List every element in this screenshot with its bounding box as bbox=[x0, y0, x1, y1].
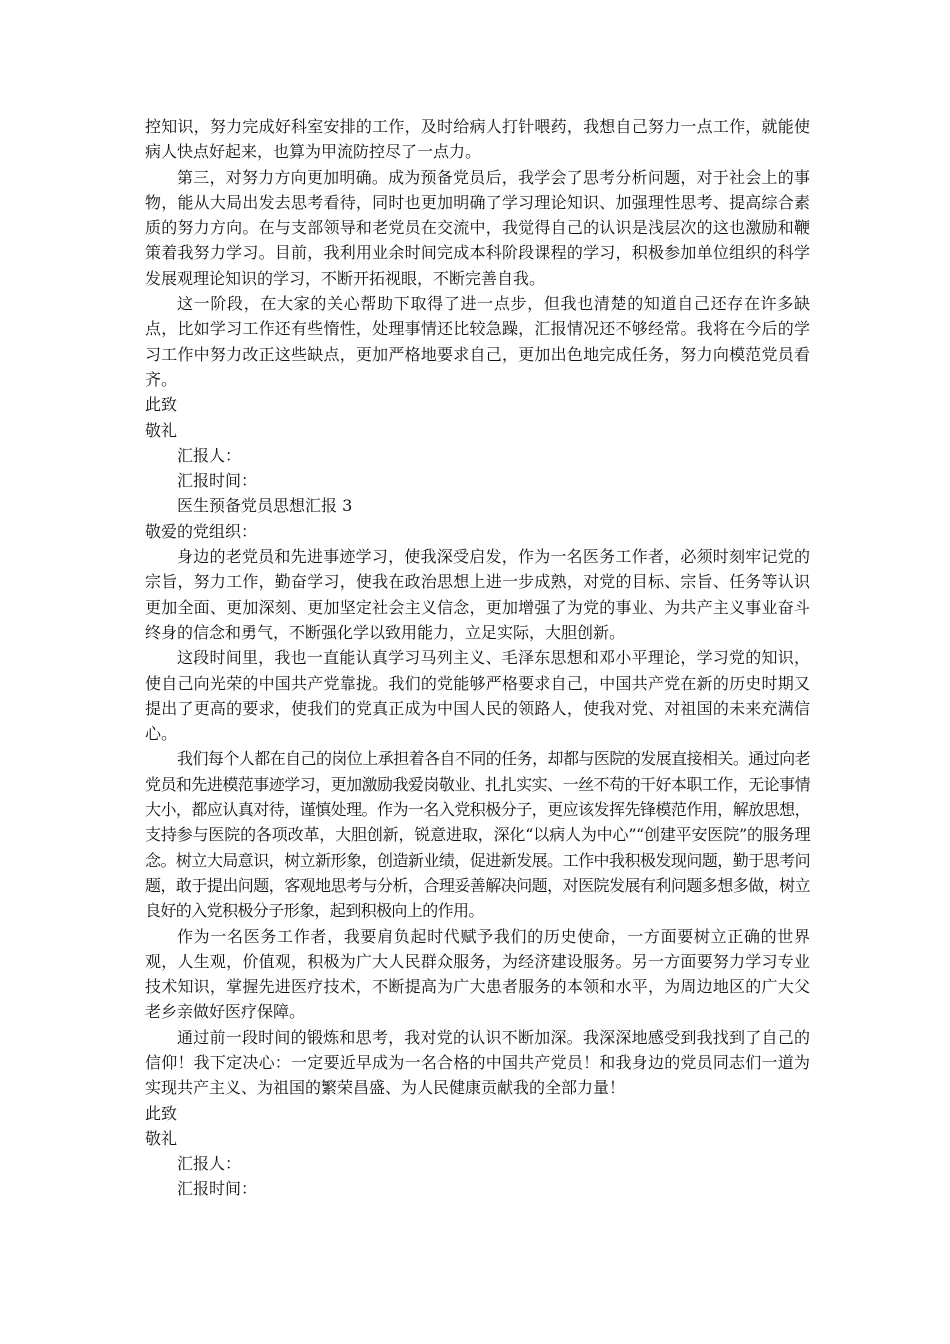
document-page bbox=[145, 114, 810, 1202]
paragraph-shortcomings: 这一阶段，在大家的关心帮助下取得了进一点步，但我也清楚的知道自己还存在许多缺点，比如学习工作还有些惰性，处理事情还比较急躁，汇报情况还不够经常。我将在今后的学习工作中努力改正这些缺点，更加严格地要求自己，更加出色地完成任务，努力向模范党员看齐。 bbox=[145, 294, 810, 389]
section-title: 医生预备党员思想汇报 3 bbox=[177, 496, 353, 516]
closing-jingli: 敬礼 bbox=[145, 420, 178, 440]
reporter-label: 汇报人： bbox=[177, 445, 242, 465]
paragraph-hospital-duties: 我们每个人都在自己的岗位上承担着各自不同的任务，却都与医院的发展直接相关。通过向老党员和先进模范事迹学习，更加激励我爱岗敬业、扎扎实实、一丝不苟的干好本职工作，无论事情大小，都应认真对待，谨慎处理。作为一名入党积极分子，更应该发挥先锋模范作用，解放思想，支持参与医院的各项改革，大胆创新，锐意进取，深化“以病人为中心”“创建平安医院”的服务理念。树立大局意识，树立新形象，创造新业绩，促进新发展。工作中我积极发现问题，勤于思考问题，敢于提出问题，客观地思考与分析，合理妥善解决问题，对医院发展有利问题多想多做，树立良好的入党积极分子形象，起到积极向上的作用。 bbox=[145, 749, 810, 921]
paragraph-mission: 作为一名医务工作者，我要肩负起时代赋予我们的历史使命，一方面要树立正确的世界观，人生观，价值观，积极为广大人民群众服务，为经济建设服务。另一方面要努力学习专业技术知识，掌握先进医疗技术，不断提高为广大患者服务的本领和水平，为周边地区的广大父老乡亲做好医疗保障。 bbox=[145, 926, 810, 1022]
paragraph-continuation: 控知识，努力完成好科室安排的工作，及时给病人打针喂药，我想自己努力一点工作，就能使病人快点好起来，也算为甲流防控尽了一点力。 bbox=[145, 117, 810, 162]
reporter-label-2: 汇报人： bbox=[177, 1154, 242, 1174]
report-time-label-2: 汇报时间： bbox=[177, 1179, 258, 1199]
salutation: 敬爱的党组织： bbox=[145, 521, 258, 541]
closing-jingli-2: 敬礼 bbox=[145, 1128, 178, 1148]
closing-cizhi-2: 此致 bbox=[145, 1103, 178, 1123]
closing-cizhi: 此致 bbox=[145, 395, 178, 415]
paragraph-learning-from-veterans: 身边的老党员和先进事迹学习，使我深受启发，作为一名医务工作者，必须时刻牢记党的宗旨，努力工作，勤奋学习，使我在政治思想上进一步成熟，对党的目标、宗旨、任务等认识更加全面、更加深刻、更加坚定社会主义信念，更加增强了为党的事业、为共产主义事业奋斗终身的信念和勇气，不断强化学以致用能力，立足实际，大胆创新。 bbox=[145, 547, 810, 642]
report-time-label: 汇报时间： bbox=[177, 471, 258, 491]
paragraph-theory-study: 这段时间里，我也一直能认真学习马列主义、毛泽东思想和邓小平理论，学习党的知识，使自己向光荣的中国共产党靠拢。我们的党能够严格要求自己，中国共产党在新的历史时期又提出了更高的要求，使我们的党真正成为中国人民的领路人，使我对党、对祖国的未来充满信心。 bbox=[145, 648, 810, 744]
paragraph-third-point: 第三，对努力方向更加明确。成为预备党员后，我学会了思考分析问题，对于社会上的事物，能从大局出发去思考看待，同时也更加明确了学习理论知识、加强理性思考、提高综合素质的努力方向。在与支部领导和老党员在交流中，我觉得自己的认识是浅层次的这也激励和鞭策着我努力学习。目前，我利用业余时间完成本科阶段课程的学习，积极参加单位组织的科学发展观理论知识的学习，不断开拓视眼，不断完善自我。 bbox=[145, 167, 810, 288]
paragraph-resolution: 通过前一段时间的锻炼和思考，我对党的认识不断加深。我深深地感受到我找到了自己的信仰！我下定决心：一定要近早成为一名合格的中国共产党员！和我身边的党员同志们一道为实现共产主义、为祖国的繁荣昌盛、为人民健康贡献我的全部力量！ bbox=[145, 1027, 810, 1098]
